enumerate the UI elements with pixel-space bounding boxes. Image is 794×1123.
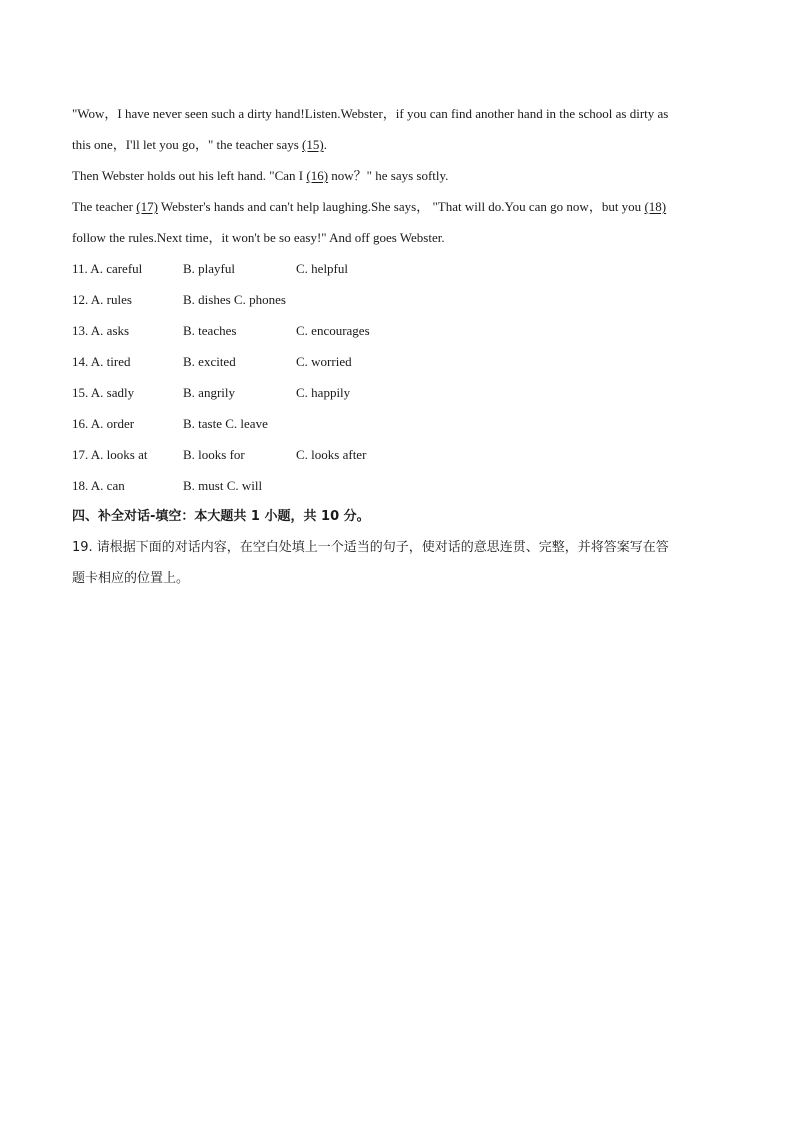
passage-line-2 [72, 129, 722, 160]
option-row-11 [72, 253, 722, 284]
passage-text: now？" he says softly. [328, 168, 449, 183]
option-b: B. looks for [183, 447, 245, 462]
passage-text: . [323, 137, 327, 152]
option-b: B. taste C. leave [183, 416, 268, 431]
options-list [72, 253, 722, 501]
passage-text: follow the rules.Next time，it won't be so easy!" And off goes Webster. [72, 230, 445, 245]
blank-16: (16) [306, 168, 329, 183]
option-c: C. worried [296, 354, 352, 369]
section-heading: 四、补全对话-填空：本大题共 1 小题，共 10 分。 [72, 509, 370, 524]
option-row-12 [72, 284, 722, 315]
option-a: 14. A. tired [72, 354, 131, 369]
passage-line-5 [72, 222, 722, 253]
option-row-16 [72, 408, 722, 439]
passage-text: Webster's hands and can't help laughing.She says， "That will do.You can go now，but you [157, 199, 645, 214]
exam-page [72, 98, 722, 594]
option-c: C. happily [296, 385, 351, 400]
question-19-line-2: 题卡相应的位置上。 [72, 571, 190, 586]
option-row-18 [72, 470, 722, 501]
option-b: B. must C. will [183, 478, 263, 493]
option-row-17 [72, 439, 722, 470]
option-a: 12. A. rules [72, 292, 132, 307]
option-b: B. angrily [183, 385, 235, 400]
option-b: B. dishes C. phones [183, 292, 286, 307]
option-a: 11. A. careful [72, 261, 143, 276]
passage-line-1 [72, 98, 722, 129]
blank-18: (18) [644, 199, 667, 214]
option-c: C. looks after [296, 447, 367, 462]
passage-text: The teacher [72, 199, 137, 214]
option-b: B. playful [183, 261, 235, 276]
option-a: 17. A. looks at [72, 447, 148, 462]
option-a: 18. A. can [72, 478, 125, 493]
option-c: C. encourages [296, 323, 370, 338]
passage-text: "Wow，I have never seen such a dirty hand!Listen.Webster，if you can find another hand in the school as dirty as [72, 106, 669, 121]
option-row-15 [72, 377, 722, 408]
passage-text: Then Webster holds out his left hand. "Can I [72, 168, 307, 183]
option-row-14 [72, 346, 722, 377]
option-b: B. teaches [183, 323, 237, 338]
option-a: 16. A. order [72, 416, 135, 431]
option-a: 15. A. sadly [72, 385, 135, 400]
blank-15: (15) [302, 137, 324, 152]
option-c: C. helpful [296, 261, 348, 276]
passage-line-3 [72, 160, 722, 191]
option-b: B. excited [183, 354, 236, 369]
passage-text: this one，I'll let you go，" the teacher says [72, 137, 303, 152]
option-row-13 [72, 315, 722, 346]
question-19-line-1: 19. 请根据下面的对话内容，在空白处填上一个适当的句子，使对话的意思连贯、完整，并将答案写在答 [72, 540, 669, 555]
blank-17: (17) [136, 199, 158, 214]
option-a: 13. A. asks [72, 323, 130, 338]
passage-line-4 [72, 191, 722, 222]
